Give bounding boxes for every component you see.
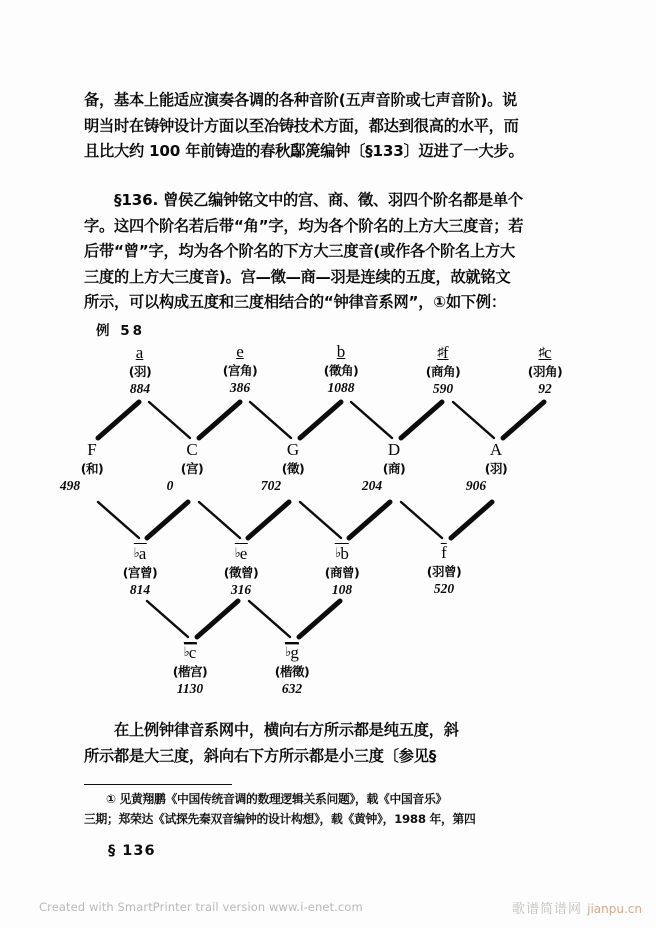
paragraph-2-line-3: 后带“曾”字，均为各个阶名的下方大三度音(或作各个阶名上方大 (84, 242, 515, 261)
note-cents: 906 (465, 478, 487, 493)
note-chinese-name: (楷宫) (172, 664, 208, 679)
footnote-divider (84, 784, 232, 785)
note-chinese-name: (宫) (180, 461, 204, 476)
note-cents: 1088 (327, 380, 355, 395)
note-chinese-name: (商角) (425, 364, 461, 379)
flat-icon: ♭ (234, 545, 241, 560)
note-name: ♭g (285, 643, 299, 662)
watermark-jianpu-domain: jianpu.cn (587, 902, 642, 916)
watermark-smartprinter: Created with SmartPrinter trail version www.i-enet.com (39, 900, 363, 914)
note-chinese-name: (羽角) (527, 364, 563, 379)
watermark-jianpu (512, 898, 642, 917)
note-name: ♯c (538, 343, 552, 362)
note-name: ♭a (133, 544, 147, 563)
note-name: G (286, 440, 300, 459)
lattice-node-b-zhijiao (324, 342, 358, 397)
note-cents: 108 (331, 582, 353, 597)
lattice-node-C-gong (166, 440, 204, 495)
note-name: b (336, 342, 346, 361)
note-name: f (441, 543, 447, 562)
paragraph-3-line-1: 在上例钟律音系网中，横向右方所示都是纯五度，斜 (114, 721, 459, 739)
paragraph-2-line-5: 所示，可以构成五度和三度相结合的“钟律音系网”，①如下例： (84, 293, 506, 312)
note-cents: 814 (129, 582, 151, 597)
note-name: F (87, 440, 97, 459)
lattice-node-csharp-yujiao (528, 342, 562, 398)
note-chinese-name: (徵曾) (223, 565, 259, 580)
paragraph-3-line-2: 所示都是大三度，斜向右下方所示都是小三度〔参见§ (84, 746, 437, 765)
note-chinese-name: (楷徵) (274, 664, 310, 679)
lattice-node-D-shang (361, 440, 406, 495)
lattice-node-fsharp-shangjiao (426, 342, 460, 398)
edge-group-thin (98, 402, 494, 637)
note-cents: 702 (260, 478, 282, 493)
lattice-node-F-he (59, 440, 104, 495)
lattice-node-e-gongjiao (223, 342, 257, 397)
lattice-node-a-yu (129, 342, 151, 398)
note-cents: 520 (433, 581, 455, 596)
lattice-node-G-zhi (260, 440, 305, 495)
note-chinese-name: (和) (80, 461, 104, 476)
flat-icon: ♭ (335, 545, 342, 560)
watermark-jianpu-cn: 歌谱简谱网 (511, 902, 582, 917)
lattice-node-f-yuzeng (427, 543, 461, 598)
sharp-icon: ♯ (538, 344, 545, 359)
lattice-node-bflat-shangzeng (325, 543, 359, 599)
note-name: ♭b (335, 544, 349, 563)
note-name: ♯f (437, 343, 449, 362)
note-cents: 632 (281, 681, 303, 696)
flat-icon: ♭ (285, 644, 292, 659)
paragraph-2 (84, 188, 523, 316)
paragraph-3 (84, 718, 459, 769)
paragraph-1 (84, 88, 523, 165)
note-name: ♭e (234, 544, 248, 563)
note-chinese-name: (羽曾) (426, 564, 462, 579)
note-cents: 590 (432, 381, 454, 396)
flat-icon: ♭ (183, 644, 190, 659)
section-footer: § 136 (108, 843, 156, 859)
note-cents: 884 (129, 381, 151, 396)
paragraph-1-line-2: 明当时在铸钟设计方面以至冶铸技术方面，都达到很高的水平，而 (84, 116, 519, 135)
note-cents: 1130 (176, 681, 204, 696)
note-cents: 0 (166, 478, 174, 493)
lattice-node-cflat-jiegong (173, 642, 207, 698)
flat-icon: ♭ (133, 545, 140, 560)
example-label: 例 58 (96, 323, 145, 339)
paragraph-2-line-4: 三度的上方大三度音)。宫—徵—商—羽是连续的五度，故就铭文 (84, 267, 511, 286)
pitch-lattice-diagram (0, 330, 656, 710)
paragraph-2-line-2: 字。这四个阶名若后带“角”字，均为各个阶名的上方大三度音；若 (84, 216, 524, 235)
note-chinese-name: (宫角) (222, 363, 258, 378)
lattice-node-gflat-jiezhi (275, 642, 309, 698)
note-cents: 316 (230, 582, 252, 597)
footnote-line-2: 三期；郑荣达《试探先秦双音编钟的设计构想》，载《黄钟》，1988 年，第四 (84, 811, 476, 826)
note-chinese-name: (羽) (128, 364, 152, 379)
paragraph-1-line-3: 且比大约 100 年前铸造的春秋鄬箎编钟〔§133〕迈进了一大步。 (84, 142, 524, 161)
paragraph-2-line-1: §136. 曾侯乙编钟铭文中的宫、商、徵、羽四个阶名都是单个 (114, 191, 523, 209)
note-chinese-name: (商曾) (324, 565, 360, 580)
note-chinese-name: (宫曾) (122, 565, 158, 580)
note-cents: 204 (361, 478, 383, 493)
note-name: ♭c (183, 643, 197, 662)
note-chinese-name: (徵角) (323, 363, 359, 378)
note-chinese-name: (商) (382, 461, 406, 476)
footnote-line-1: ① 见黄翔鹏《中国传统音调的数理逻辑关系问题》，载《中国音乐》 (106, 792, 448, 806)
note-name: a (135, 343, 144, 362)
note-cents: 386 (229, 380, 251, 395)
note-cents: 498 (59, 478, 81, 493)
footnote-block (84, 790, 476, 829)
lattice-node-aflat-gongzeng (123, 543, 157, 599)
sharp-icon: ♯ (437, 344, 444, 359)
note-chinese-name: (徵) (281, 461, 305, 476)
lattice-node-eflat-zhizeng (224, 543, 258, 599)
paragraph-1-line-1: 备，基本上能适应演奏各调的各种音阶(五声音阶或七声音阶)。说 (84, 91, 518, 109)
note-name: C (186, 440, 198, 459)
lattice-node-A-yu (465, 440, 508, 495)
note-name: A (489, 440, 503, 459)
note-name: e (236, 342, 244, 361)
note-cents: 92 (538, 381, 552, 396)
note-name: D (387, 440, 401, 459)
note-chinese-name: (羽) (484, 461, 508, 476)
